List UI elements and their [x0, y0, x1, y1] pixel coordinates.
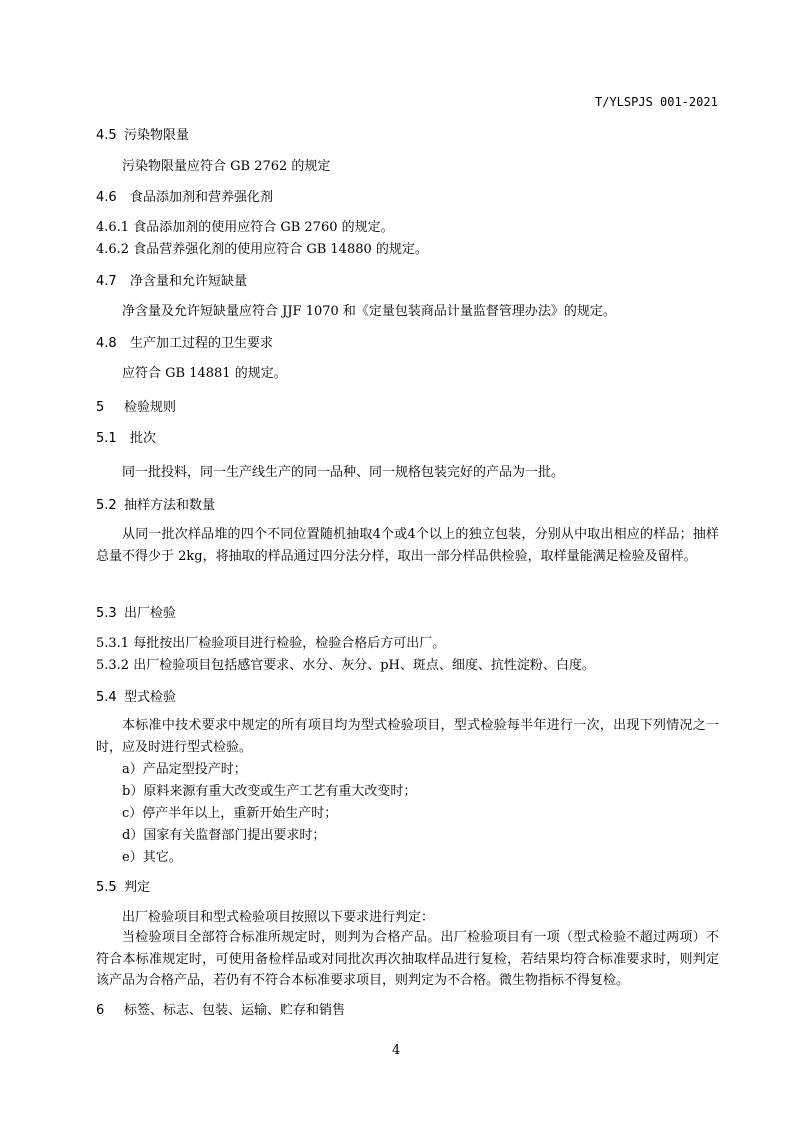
clause-5-3-1: 5.3.1 每批按出厂检验项目进行检验，检验合格后方可出厂。 [96, 636, 446, 651]
chapter-title: 标签、标志、包装、运输、贮存和销售 [124, 1003, 346, 1018]
section-title: 判定 [124, 880, 151, 895]
section-5-4-heading [96, 686, 176, 705]
document-code: T/YLSPJS 001-2021 [595, 95, 718, 109]
list-item-c: c）停产半年以上，重新开始生产时； [122, 806, 338, 821]
section-5-2-body: 从同一批次样品堆的四个不同位置随机抽取4个或4个以上的独立包装，分别从中取出相应的样品；抽样总量不得少于 2kg，将抽取的样品通过四分法分样，取出一部分样品供检验，取样量能满足检验及留样。 [96, 527, 719, 564]
chapter-6-heading [96, 999, 345, 1018]
section-title: 出厂检验 [124, 606, 177, 621]
section-4-5-body: 污染物限量应符合 GB 2762 的规定 [122, 159, 331, 174]
list-item-d: d）国家有关监督部门提出要求时； [122, 828, 326, 843]
section-5-5-intro: 出厂检验项目和型式检验项目按照以下要求进行判定： [122, 910, 435, 925]
section-5-2-heading [96, 494, 215, 513]
section-4-6-heading [96, 186, 273, 205]
section-number: 5.5 [96, 880, 117, 895]
section-5-3-heading [96, 602, 176, 621]
section-4-7-body: 净含量及允许短缺量应符合 JJF 1070 和《定量包装商品计量监督管理办法》的规定。 [122, 304, 616, 319]
page-number: 4 [392, 1043, 401, 1058]
chapter-number: 5 [96, 400, 105, 415]
clause-5-3-2: 5.3.2 出厂检验项目包括感官要求、水分、灰分、pH、斑点、细度、抗性淀粉、白度。 [96, 658, 595, 673]
section-number: 5.4 [96, 690, 117, 705]
section-5-5-body: 当检验项目全部符合标准所规定时，则判为合格产品。出厂检验项目有一项（型式检验不超过两项）不符合本标准规定时，可使用备检样品或对同批次再次抽取样品进行复检，若结果均符合标准要求时，则判定该产品为合格产品，若仍有不符合本标准要求项目，则判定为不合格。微生物指标不得复检。 [96, 930, 719, 988]
list-item-a: a）产品定型投产时； [122, 762, 247, 777]
section-4-5-heading [96, 124, 189, 143]
section-5-1-body: 同一批投料，同一生产线生产的同一品种、同一规格包装完好的产品为一批。 [122, 465, 565, 480]
section-4-8-body: 应符合 GB 14881 的规定。 [122, 366, 287, 381]
section-5-1-heading [96, 427, 156, 446]
section-title: 型式检验 [124, 690, 177, 705]
section-number: 5.2 [96, 498, 117, 513]
chapter-number: 6 [96, 1003, 105, 1018]
list-item-b: b）原料来源有重大改变或生产工艺有重大改变时； [122, 784, 417, 799]
section-number: 4.6 [96, 190, 117, 205]
section-number: 4.5 [96, 128, 117, 143]
clause-4-6-2: 4.6.2 食品营养强化剂的使用应符合 GB 14880 的规定。 [96, 242, 428, 257]
section-4-8-heading [96, 332, 273, 351]
section-title: 批次 [130, 431, 157, 446]
section-5-5-heading [96, 876, 150, 895]
section-5-4-body: 本标准中技术要求中规定的所有项目均为型式检验项目，型式检验每半年进行一次，出现下列情况之一时，应及时进行型式检验。 [96, 718, 719, 755]
section-number: 5.1 [96, 431, 117, 446]
section-title: 净含量和允许短缺量 [130, 274, 248, 289]
section-title: 污染物限量 [124, 128, 190, 143]
section-number: 4.7 [96, 274, 117, 289]
list-item-e: e）其它。 [122, 850, 182, 865]
section-number: 4.8 [96, 336, 117, 351]
section-number: 5.3 [96, 606, 117, 621]
section-title: 食品添加剂和营养强化剂 [130, 190, 274, 205]
section-4-7-heading [96, 270, 247, 289]
section-title: 抽样方法和数量 [124, 498, 216, 513]
chapter-title: 检验规则 [124, 400, 177, 415]
section-title: 生产加工过程的卫生要求 [130, 336, 274, 351]
chapter-5-heading [96, 396, 176, 415]
clause-4-6-1: 4.6.1 食品添加剂的使用应符合 GB 2760 的规定。 [96, 220, 394, 235]
